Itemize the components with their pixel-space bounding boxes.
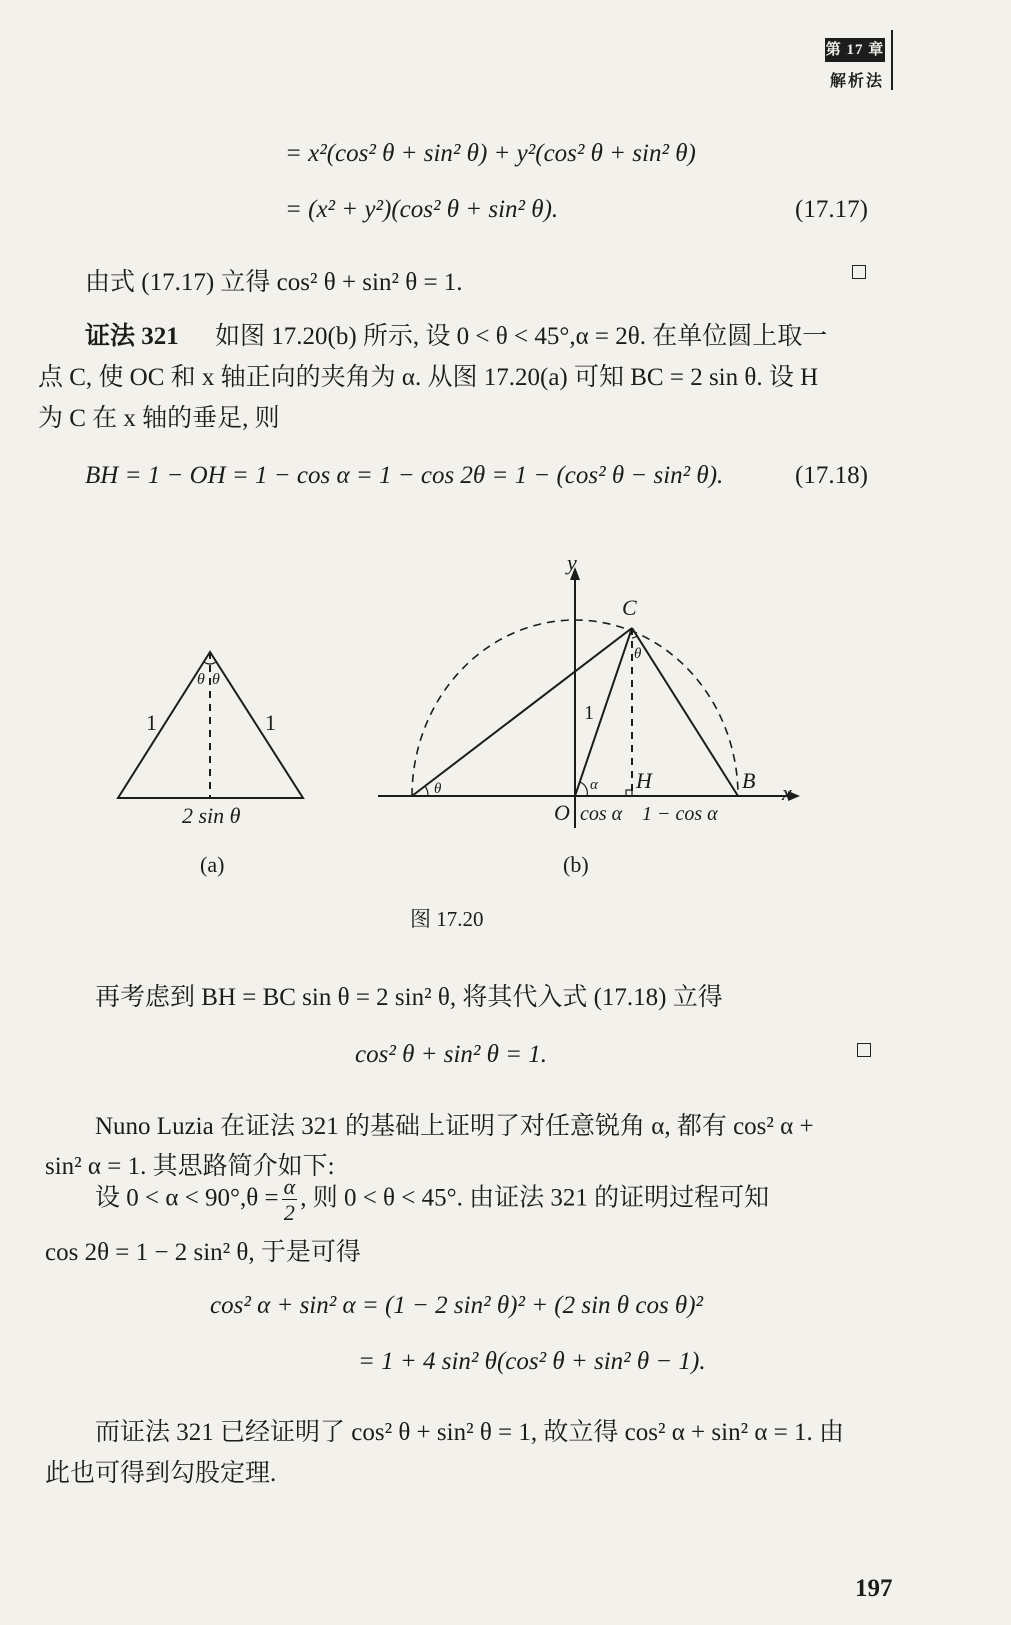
qed-square-2 — [857, 1043, 871, 1057]
fraction-denominator: 2 — [283, 1200, 295, 1225]
angle-arc-left — [425, 786, 428, 796]
proof-title: 证法 321 — [85, 323, 179, 350]
closing-line-1: 而证法 321 已经证明了 cos² θ + sin² θ = 1, 故立得 cos² α + sin² α = 1. 由 — [95, 1419, 845, 1446]
angle-theta-right-a: θ — [212, 671, 220, 688]
qed-square — [852, 265, 866, 279]
segment-oh-label: cos α — [580, 803, 623, 825]
equation-number-1717: (17.17) — [795, 196, 868, 223]
extension-line-1: Nuno Luzia 在证法 321 的基础上证明了对任意锐角 α, 都有 cos² α + — [95, 1113, 814, 1140]
angle-arc-c — [632, 636, 637, 638]
proof-line-2: 点 C, 使 OC 和 x 轴正向的夹角为 α. 从图 17.20(a) 可知 BC = 2 sin θ. 设 H — [38, 364, 819, 391]
substitution-text: 再考虑到 BH = BC sin θ = 2 sin² θ, 将其代入式 (17.18) 立得 — [95, 984, 723, 1011]
equation-line-2: = (x² + y²)(cos² θ + sin² θ). — [285, 196, 559, 223]
extension-line-3-pre: 设 0 < α < 90°,θ = — [95, 1184, 279, 1212]
equation-identity: cos² θ + sin² θ = 1. — [355, 1041, 548, 1068]
line-ac — [412, 628, 632, 796]
side-label-left: 1 — [146, 710, 157, 735]
extension-line-3-post: , 则 0 < θ < 45°. 由证法 321 的证明过程可知 — [300, 1184, 770, 1212]
figure-b — [370, 545, 810, 880]
proof-line-1: 如图 17.20(b) 所示, 设 0 < θ < 45°,α = 2θ. 在单位圆上取一 — [215, 323, 828, 350]
angle-theta-left: θ — [434, 781, 442, 797]
figure-a — [100, 630, 330, 880]
apex-angle-arc — [204, 662, 216, 664]
equation-1718: BH = 1 − OH = 1 − cos α = 1 − cos 2θ = 1 − (cos² θ − sin² θ). — [85, 462, 724, 489]
angle-arc-alpha — [580, 782, 587, 796]
figure-caption: 图 17.20 — [410, 907, 484, 931]
angle-alpha: α — [590, 777, 598, 793]
angle-theta-c: θ — [634, 646, 642, 662]
y-axis-label: y — [567, 550, 577, 575]
fraction-numerator: α — [283, 1174, 296, 1199]
header-rule — [891, 30, 893, 90]
extension-line-3 — [95, 1176, 769, 1224]
closing-line-2: 此也可得到勾股定理. — [45, 1460, 277, 1487]
x-axis-label: x — [782, 780, 792, 805]
point-h-label: H — [636, 768, 652, 793]
segment-hb-label: 1 − cos α — [642, 803, 718, 825]
extension-line-4: cos 2θ = 1 − 2 sin² θ, 于是可得 — [45, 1239, 361, 1266]
chapter-tab: 第 17 章 — [825, 38, 885, 62]
side-label-right: 1 — [265, 710, 276, 735]
origin-label: O — [554, 800, 570, 825]
extension-line-2: sin² α = 1. 其思路简介如下: — [45, 1153, 335, 1180]
conclusion-text: 由式 (17.17) 立得 cos² θ + sin² θ = 1. — [85, 269, 463, 296]
radius-label: 1 — [584, 702, 594, 724]
caption-b: (b) — [563, 852, 589, 877]
final-equation-2: = 1 + 4 sin² θ(cos² θ + sin² θ − 1). — [358, 1348, 706, 1375]
equation-number-1718: (17.18) — [795, 462, 868, 489]
final-equation-1: cos² α + sin² α = (1 − 2 sin² θ)² + (2 sin θ cos θ)² — [210, 1292, 704, 1319]
angle-theta-left-a: θ — [197, 671, 205, 688]
base-label: 2 sin θ — [182, 803, 241, 828]
point-b-label: B — [742, 768, 756, 793]
equation-line-1: = x²(cos² θ + sin² θ) + y²(cos² θ + sin² θ) — [285, 140, 696, 167]
section-title: 解析法 — [830, 73, 885, 90]
point-c-label: C — [622, 595, 637, 620]
fraction-alpha-over-2 — [282, 1176, 298, 1224]
proof-line-3: 为 C 在 x 轴的垂足, 则 — [38, 405, 280, 432]
page-number: 197 — [855, 1575, 893, 1602]
caption-a: (a) — [200, 852, 225, 877]
